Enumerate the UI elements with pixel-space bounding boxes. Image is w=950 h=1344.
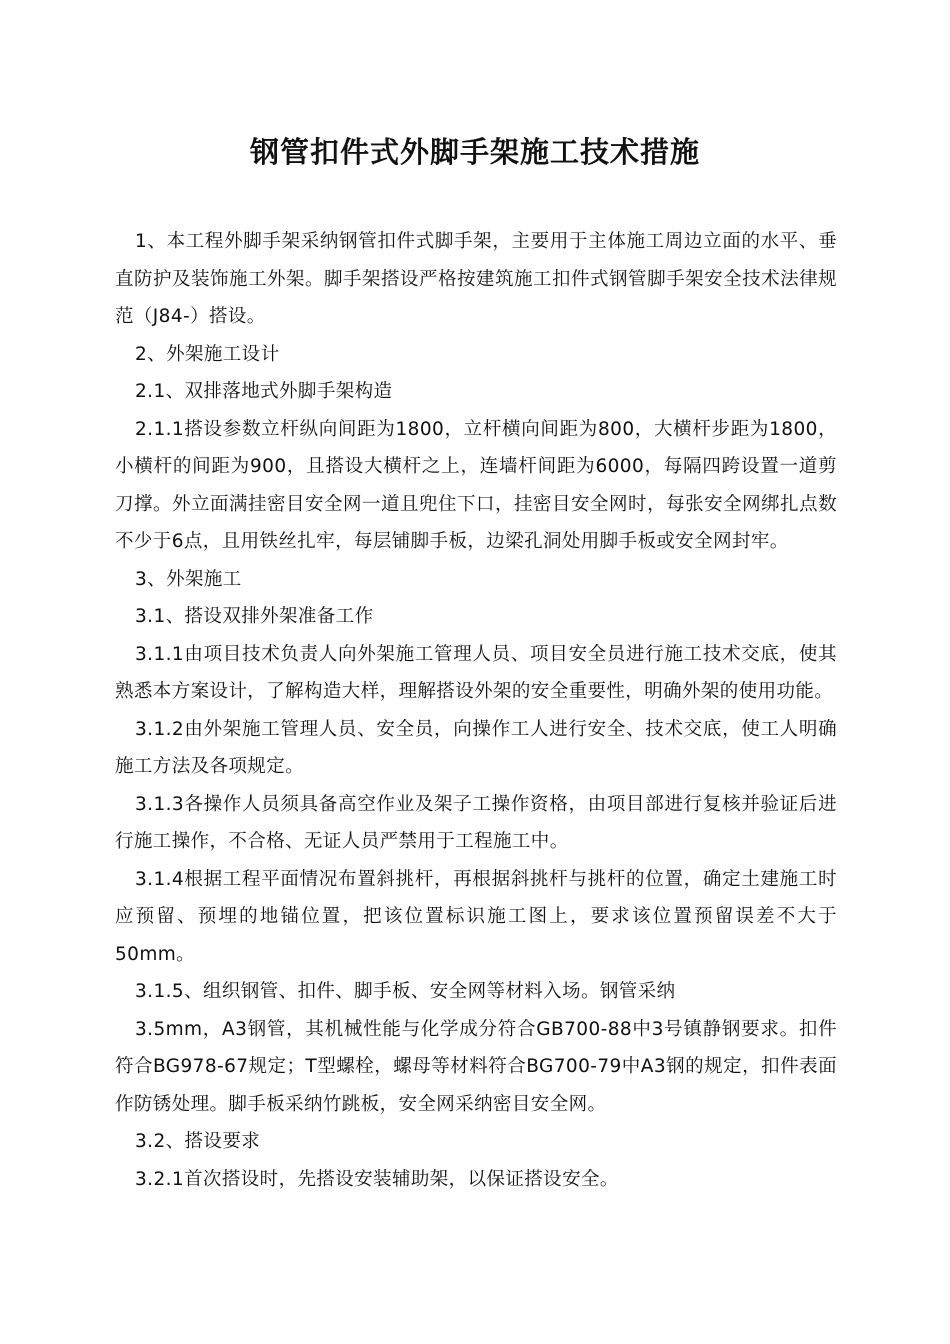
paragraph-3-1-4: 3.1.4根据工程平面情况布置斜挑杆，再根据斜挑杆与挑杆的位置，确定土建施工时应预留、预埋的地锚位置，把该位置标识施工图上，要求该位置预留误差不大于50mm。 — [115, 868, 837, 965]
section-heading-2: 2、外架施工设计 — [135, 343, 280, 365]
subsection-heading-3-2: 3.2、搭设要求 — [135, 1131, 261, 1152]
paragraph-1: 1、本工程外脚手架采纳钢管扣件式脚手架，主要用于主体施工周边立面的水平、垂直防护及装饰施工外架。脚手架搭设严格按建筑施工扣件式钢管脚手架安全技术法律规范（J84-）搭设。 — [115, 231, 837, 327]
document-title: 钢管扣件式外脚手架施工技术措施 — [249, 135, 700, 169]
subsection-heading-3-1: 3.1、搭设双排外架准备工作 — [135, 606, 374, 627]
document-body — [115, 223, 837, 1198]
paragraph-3-1-1: 3.1.1由项目技术负责人向外架施工管理人员、项目安全员进行施工技术交底，使其熟悉本方案设计，了解构造大样，理解搭设外架的安全重要性，明确外架的使用功能。 — [115, 643, 837, 702]
paragraph-3-1-2: 3.1.2由外架施工管理人员、安全员，向操作工人进行安全、技术交底，使工人明确施工方法及各项规定。 — [115, 718, 837, 777]
paragraph-2-1-1: 2.1.1搭设参数立杆纵向间距为1800，立杆横向间距为800，大横杆步距为1800，小横杆的间距为900，且搭设大横杆之上，连墙杆间距为6000，每隔四跨设置一道剪刀撑。外立面满挂密目安全网一道且兜住下口，挂密目安全网时，每张安全网绑扎点数不少于6点，且用铁丝扎牢，每层铺脚手板，边梁孔洞处用脚手板或安全网封牢。 — [115, 418, 837, 552]
paragraph-3-1-3: 3.1.3各操作人员须具备高空作业及架子工操作资格，由项目部进行复核并验证后进行施工操作，不合格、无证人员严禁用于工程施工中。 — [115, 793, 837, 852]
subsection-heading-2-1: 2.1、双排落地式外脚手架构造 — [135, 381, 393, 402]
section-heading-3: 3、外架施工 — [135, 568, 242, 590]
paragraph-3-2-1: 3.2.1首次搭设时，先搭设安装辅助架，以保证搭设安全。 — [135, 1168, 619, 1190]
paragraph-3-1-5: 3.1.5、组织钢管、扣件、脚手板、安全网等材料入场。钢管采纳 — [135, 981, 676, 1002]
paragraph-steel-pipe-spec: 3.5mm，A3钢管，其机械性能与化学成分符合GB700-88中3号镇静钢要求。扣件符合BG978-67规定；T型螺栓，螺母等材料符合BG700-79中A3钢的规定，扣件表面作防锈处理。脚手板采纳竹跳板，安全网采纳密目安全网。 — [115, 1018, 837, 1115]
